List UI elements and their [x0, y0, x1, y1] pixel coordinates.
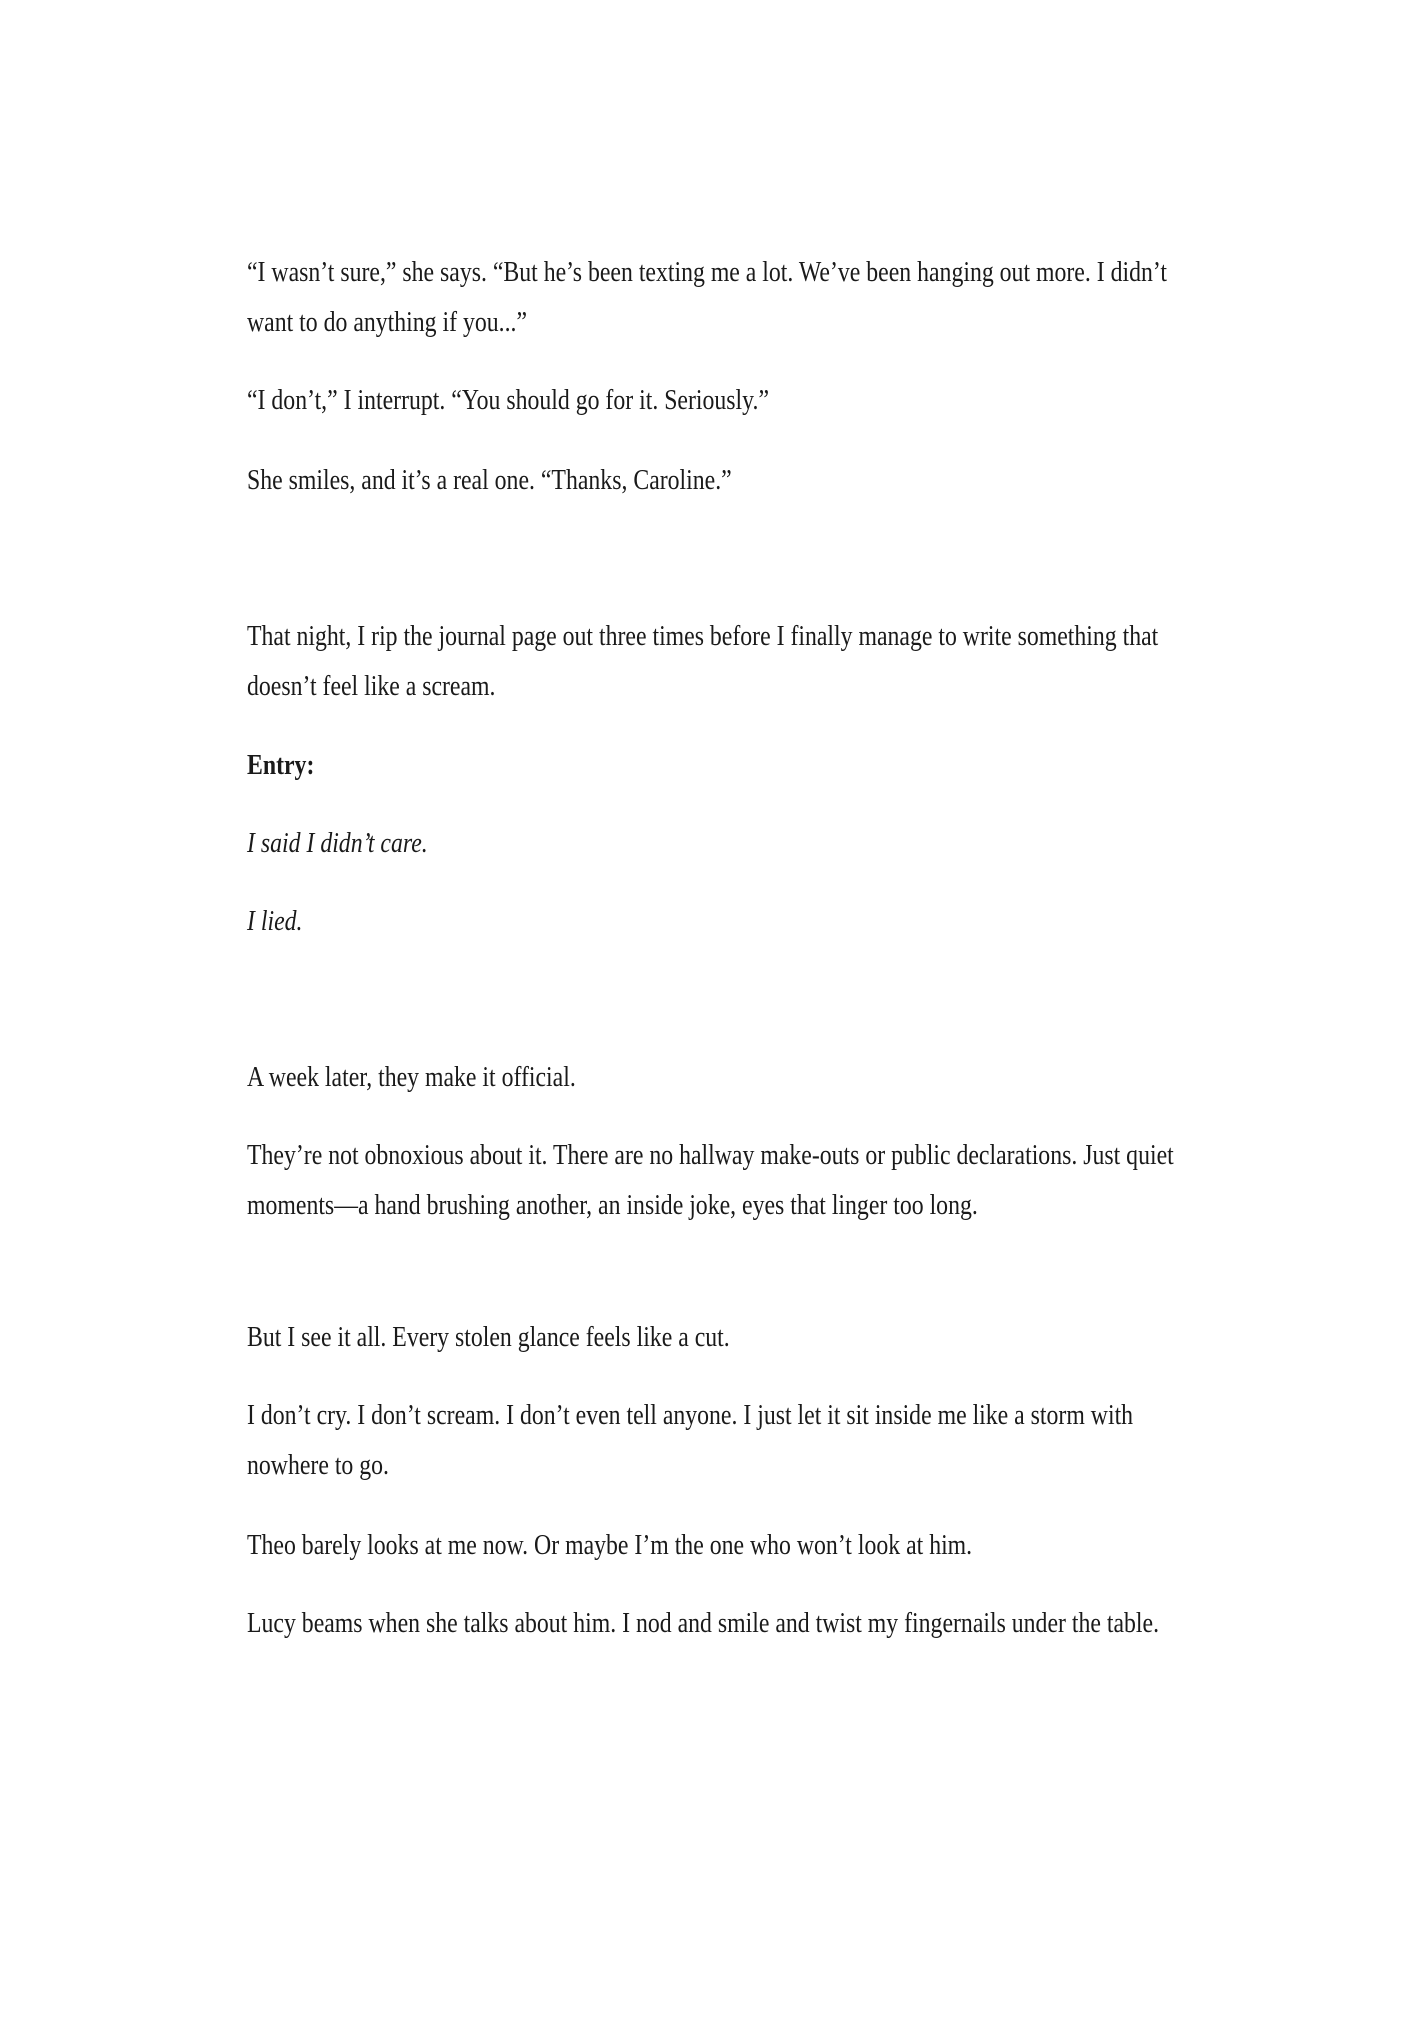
paragraph-lucy-unsure: “I wasn’t sure,” she says. “But he’s been texting me a lot. We’ve been hanging out more. I didn’t want to do anything if you...”: [247, 256, 1167, 338]
paragraph-dont-cry: I don’t cry. I don’t scream. I don’t even tell anyone. I just let it sit inside me like a storm with nowhere to go.: [247, 1399, 1134, 1481]
paragraph-she-smiles: She smiles, and it’s a real one. “Thanks, Caroline.”: [247, 464, 732, 496]
entry-heading: Entry:: [247, 749, 315, 781]
paragraph-that-night: That night, I rip the journal page out three times before I finally manage to write something that doesn’t feel like a scream.: [247, 620, 1159, 702]
paragraph-lucy-beams: Lucy beams when she talks about him. I nod and smile and twist my fingernails under the table.: [247, 1607, 1160, 1639]
paragraph-week-later: A week later, they make it official.: [247, 1061, 576, 1093]
entry-line-lied: I lied.: [247, 905, 303, 937]
paragraph-i-interrupt: “I don’t,” I interrupt. “You should go for it. Seriously.”: [247, 384, 770, 416]
entry-line-care: I said I didn’t care.: [247, 827, 428, 859]
paragraph-see-it-all: But I see it all. Every stolen glance feels like a cut.: [247, 1321, 730, 1353]
paragraph-theo: Theo barely looks at me now. Or maybe I’m the one who won’t look at him.: [247, 1529, 973, 1561]
paragraph-not-obnoxious: They’re not obnoxious about it. There are no hallway make-outs or public declarations. Just quiet moments—a hand brushing another, an inside joke, eyes that linger too long.: [247, 1139, 1174, 1221]
